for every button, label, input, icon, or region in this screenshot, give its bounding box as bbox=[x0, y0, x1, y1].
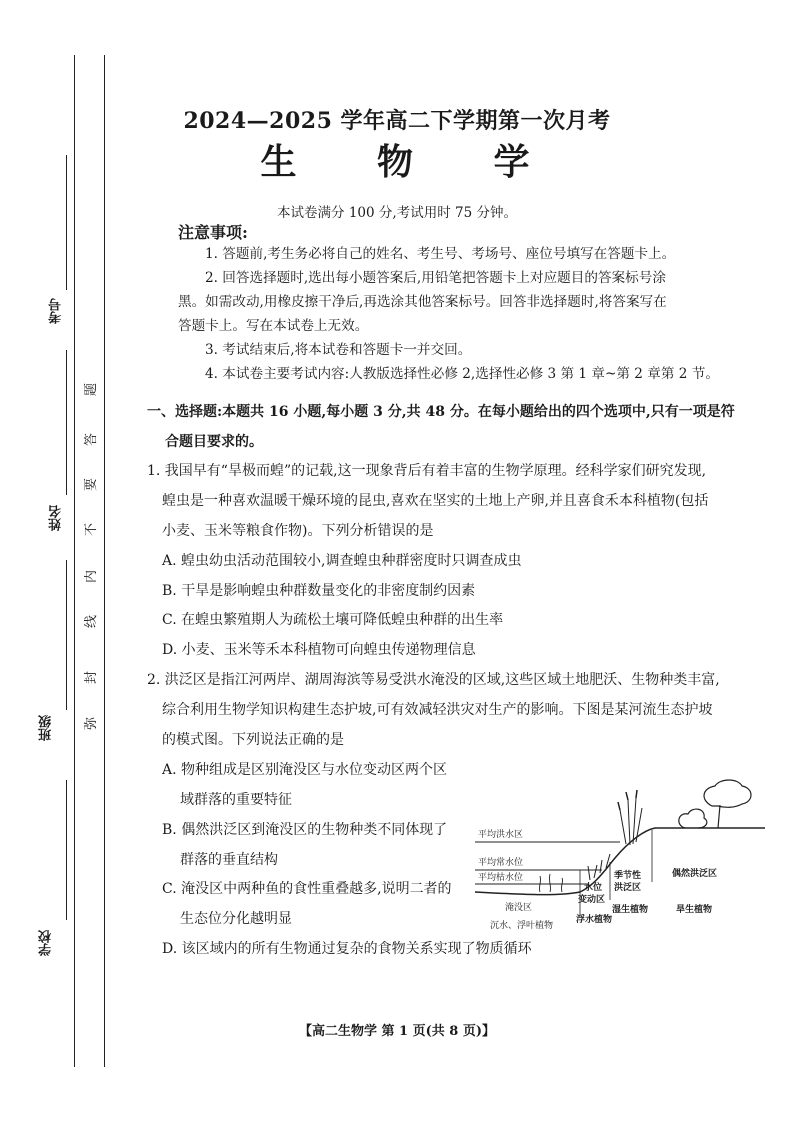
q2-stem: 综合利用生物学知识构建生态护坡,可有效减轻洪灾对生产的影响。下图是某河流生态护坡 bbox=[162, 702, 713, 718]
label-normal-level: 平均常水位 bbox=[478, 858, 524, 868]
notice-item: 黑。如需改动,用橡皮擦干净后,再选涂其他答案标号。回答非选择题时,将答案写在 bbox=[178, 294, 667, 310]
seal-char: 封 bbox=[84, 670, 100, 685]
notice-heading: 注意事项: bbox=[178, 223, 248, 242]
subject-title: 生 物 学 bbox=[260, 141, 564, 183]
shrub-icon bbox=[679, 809, 707, 828]
section-heading: 一、选择题:本题共 16 小题,每小题 3 分,共 48 分。在每小题给出的四个选项中,只有一项是符 bbox=[147, 404, 735, 420]
q2-option-b: B. 偶然洪泛区到淹没区的生物种类不同体现了 bbox=[162, 822, 448, 838]
label-dry-plants: 旱生植物 bbox=[676, 905, 713, 915]
label-water-change-2: 变动区 bbox=[578, 895, 606, 905]
label-seasonal-2: 洪泛区 bbox=[614, 883, 642, 893]
exam-title: 2024—2025 学年高二下学期第一次月考 bbox=[183, 108, 611, 134]
small-plants-icon bbox=[588, 854, 610, 880]
label-floating: 浮水植物 bbox=[576, 915, 613, 925]
seal-char: 题 bbox=[84, 382, 100, 397]
label-wet-plants: 湿生植物 bbox=[612, 905, 649, 915]
class-label: 班级 bbox=[39, 715, 54, 741]
q2-option-a: A. 物种组成是区别淹没区与水位变动区两个区 bbox=[162, 762, 448, 778]
label-dry-level: 平均枯水位 bbox=[478, 873, 524, 883]
seal-char: 内 bbox=[84, 569, 100, 584]
label-flood-level: 平均洪水区 bbox=[478, 830, 524, 840]
notice-item: 1. 答题前,考生务必将自己的姓名、考生号、考场号、座位号填写在答题卡上。 bbox=[205, 246, 676, 262]
seal-char: 要 bbox=[84, 477, 100, 492]
notice-item: 4. 本试卷主要考试内容:人教版选择性必修 2,选择性必修 3 第 1 章~第 2 章第 2 节。 bbox=[205, 366, 719, 382]
section-heading-cont: 合题目要求的。 bbox=[165, 434, 263, 450]
river-slope-diagram bbox=[470, 770, 770, 940]
q2-stem: 的模式图。下列说法正确的是 bbox=[162, 732, 344, 748]
label-water-change-1: 水位 bbox=[584, 883, 603, 893]
label-submerged-plants: 沉水、浮叶植物 bbox=[490, 921, 554, 931]
score-note: 本试卷满分 100 分,考试用时 75 分钟。 bbox=[277, 205, 517, 221]
label-occasional: 偶然洪泛区 bbox=[672, 869, 718, 879]
q1-option-a: A. 蝗虫幼虫活动范围较小,调查蝗虫种群密度时只调查成虫 bbox=[162, 553, 522, 569]
q2-option-c: C. 淹没区中两种鱼的食性重叠越多,说明二者的 bbox=[162, 881, 452, 897]
q2-option-c-cont: 生态位分化越明显 bbox=[180, 911, 292, 927]
q1-option-d: D. 小麦、玉米等禾本科植物可向蝗虫传递物理信息 bbox=[162, 642, 476, 658]
exam-no-label: 考号 bbox=[49, 298, 64, 324]
q2-option-b-cont: 群落的垂直结构 bbox=[180, 852, 278, 868]
seal-char: 线 bbox=[84, 614, 100, 629]
q1-stem: 小麦、玉米等粮食作物)。下列分析错误的是 bbox=[162, 523, 434, 539]
q1-option-c: C. 在蝗虫繁殖期人为疏松土壤可降低蝗虫种群的出生率 bbox=[162, 612, 504, 628]
name-line bbox=[66, 350, 67, 495]
label-submerged: 淹没区 bbox=[505, 903, 533, 913]
seal-char: 不 bbox=[84, 522, 100, 537]
q1-option-b: B. 干旱是影响蝗虫种群数量变化的非密度制约因素 bbox=[162, 583, 476, 599]
aquatic-plants-icon bbox=[539, 874, 562, 892]
page-footer: 【高二生物学 第 1 页(共 8 页)】 bbox=[298, 1024, 496, 1039]
q2-option-a-cont: 域群落的重要特征 bbox=[180, 792, 292, 808]
q1-stem: 1. 我国早有“旱极而蝗”的记载,这一现象背后有着丰富的生物学原理。经科学家们研究发现, bbox=[147, 463, 707, 479]
q1-stem: 蝗虫是一种喜欢温暖干燥环境的昆虫,喜欢在坚实的土地上产卵,并且喜食禾本科植物(包括 bbox=[162, 493, 709, 509]
notice-item: 答题卡上。写在本试卷上无效。 bbox=[178, 318, 369, 334]
seal-char: 弥 bbox=[84, 716, 100, 731]
q2-option-d: D. 该区域内的所有生物通过复杂的食物关系实现了物质循环 bbox=[162, 941, 532, 957]
q2-stem: 2. 洪泛区是指江河两岸、湖周海滨等易受洪水淹没的区域,这些区域土地肥沃、生物种类丰富, bbox=[147, 672, 720, 688]
tree-icon bbox=[704, 780, 751, 828]
class-line bbox=[66, 560, 67, 710]
seal-char: 答 bbox=[84, 432, 100, 447]
notice-item: 3. 考试结束后,将本试卷和答题卡一并交回。 bbox=[205, 342, 472, 358]
school-line bbox=[66, 780, 67, 920]
school-label: 学校 bbox=[39, 930, 54, 956]
notice-item: 2. 回答选择题时,选出每小题答案后,用铅笔把答题卡上对应题目的答案标号涂 bbox=[205, 270, 666, 286]
label-seasonal-1: 季节性 bbox=[614, 871, 642, 881]
name-label: 姓名 bbox=[49, 505, 64, 531]
